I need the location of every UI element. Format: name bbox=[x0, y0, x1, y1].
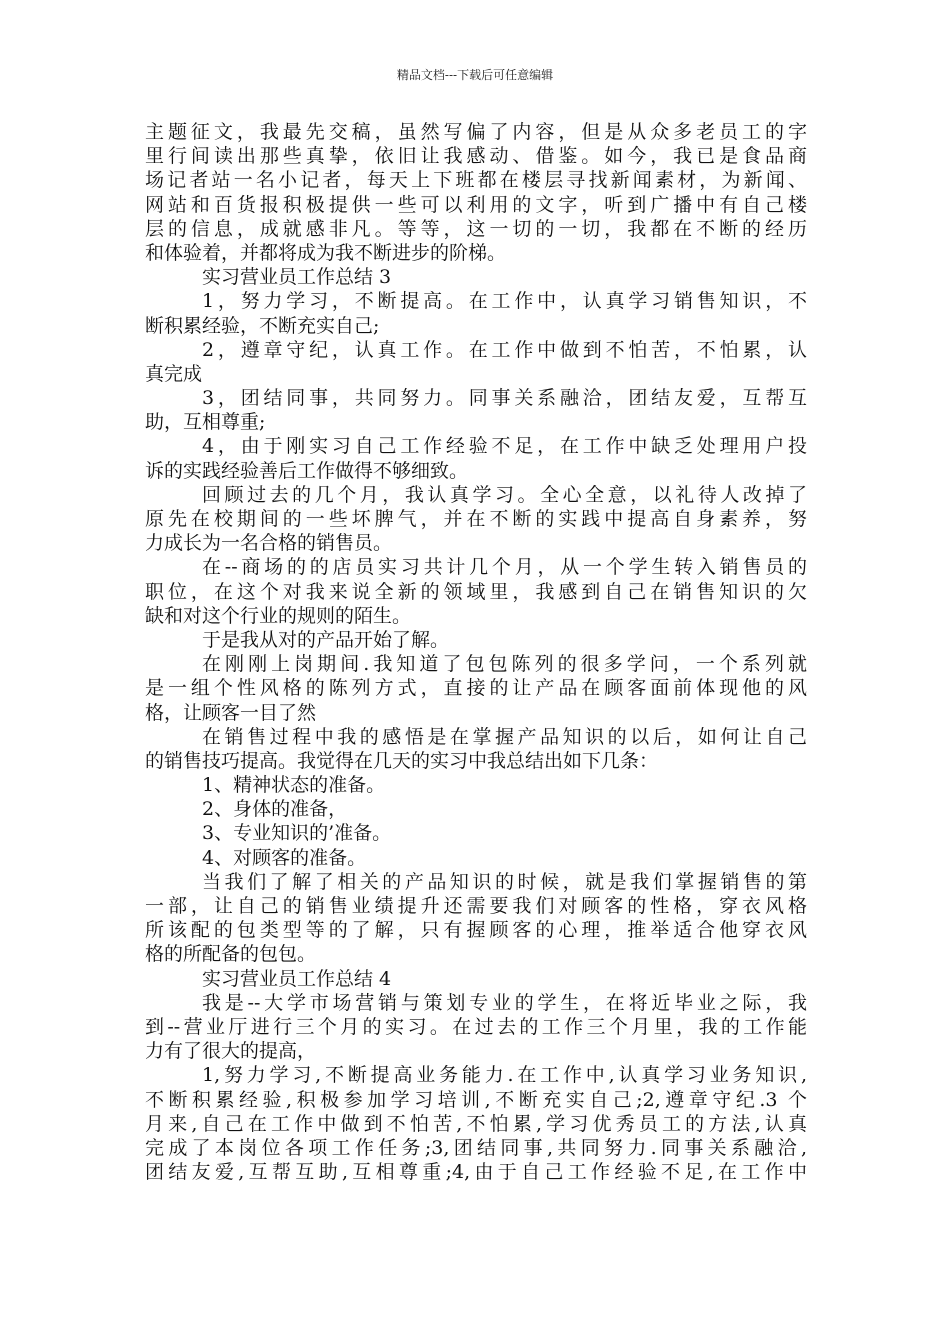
text-line: 在刚刚上岗期间.我知道了包包陈列的很多学问，一个系列就 bbox=[202, 653, 807, 676]
text-line: 断积累经验，不断充实自己; bbox=[145, 314, 380, 337]
page-header: 精品文档---下载后可任意编辑 bbox=[396, 68, 554, 82]
text-line: 助，互相尊重; bbox=[145, 411, 266, 434]
text-line: 不断积累经验,积极参加学习培训,不断充实自己;2,遵章守纪.3 个 bbox=[145, 1088, 807, 1111]
text-line: 里行间读出那些真挚，依旧让我感动、借鉴。如今，我已是食品商 bbox=[145, 145, 807, 168]
text-line: 1,努力学习,不断提高业务能力.在工作中,认真学习业务知识, bbox=[202, 1064, 807, 1087]
text-line: 的销售技巧提高。我觉得在几天的实习中我总结出如下几条： bbox=[145, 749, 659, 772]
text-line: 1，努力学习，不断提高。在工作中，认真学习销售知识，不 bbox=[202, 290, 807, 313]
text-line: 在销售过程中我的感悟是在掌握产品知识的以后，如何让自己 bbox=[202, 725, 807, 748]
text-line: 4、对顾客的准备。 bbox=[202, 846, 367, 869]
text-line: 所该配的包类型等的了解，只有握顾客的心理，推举适合他穿衣风 bbox=[145, 919, 807, 942]
text-line: 和体验着，并都将成为我不断进步的阶梯。 bbox=[145, 241, 507, 264]
text-line: 在--商场的的店员实习共计几个月，从一个学生转入销售员的 bbox=[202, 556, 807, 579]
text-line: 3、专业知识的’准备。 bbox=[202, 822, 392, 845]
text-line: 网站和百货报积极提供一些可以利用的文字，听到广播中有自己楼 bbox=[145, 193, 807, 216]
text-line: 是一组个性风格的陈列方式，直接的让产品在顾客面前体现他的风 bbox=[145, 677, 807, 700]
text-line: 原先在校期间的一些坏脾气，并在不断的实践中提高自身素养，努 bbox=[145, 508, 807, 530]
text-line: 4，由于刚实习自己工作经验不足，在工作中缺乏处理用户投 bbox=[202, 435, 807, 458]
text-line: 格，让顾客一目了然 bbox=[145, 701, 317, 724]
text-line: 实习营业员工作总结 3 bbox=[202, 266, 392, 289]
text-line: 2、身体的准备， bbox=[202, 798, 348, 821]
text-line: 3，团结同事，共同努力。同事关系融洽，团结友爱，互帮互 bbox=[202, 387, 807, 410]
document-body bbox=[145, 120, 807, 1184]
text-line: 团结友爱,互帮互助,互相尊重;4,由于自己工作经验不足,在工作中 bbox=[145, 1161, 807, 1184]
text-line: 缺和对这个行业的规则的陌生。 bbox=[145, 604, 412, 627]
text-line: 层的信息，成就感非凡。等等，这一切的一切，我都在不断的经历 bbox=[145, 217, 807, 240]
text-line: 一部，让自己的销售业绩提升还需要我们对顾客的性格，穿衣风格 bbox=[145, 895, 807, 917]
text-line: 诉的实践经验善后工作做得不够细致。 bbox=[145, 459, 469, 482]
text-line: 当我们了解了相关的产品知识的时候，就是我们掌握销售的第 bbox=[202, 870, 807, 893]
text-line: 职位，在这个对我来说全新的领域里，我感到自己在销售知识的欠 bbox=[145, 580, 807, 603]
text-line: 格的所配备的包包。 bbox=[145, 943, 317, 966]
text-line: 实习营业员工作总结 4 bbox=[202, 967, 392, 990]
text-line: 力有了很大的提高， bbox=[145, 1040, 317, 1063]
text-line: 2，遵章守纪，认真工作。在工作中做到不怕苦，不怕累，认 bbox=[202, 338, 807, 361]
text-line: 力成长为一名合格的销售员。 bbox=[145, 532, 393, 555]
text-line: 主题征文，我最先交稿，虽然写偏了内容，但是从众多老员工的字 bbox=[145, 121, 807, 143]
text-line: 月来,自己在工作中做到不怕苦,不怕累,学习优秀员工的方法,认真 bbox=[145, 1112, 807, 1135]
text-line: 到--营业厅进行三个月的实习。在过去的工作三个月里，我的工作能 bbox=[145, 1015, 807, 1038]
text-line: 完成了本岗位各项工作任务;3,团结同事,共同努力.同事关系融洽, bbox=[145, 1136, 807, 1159]
text-line: 1、精神状态的准备。 bbox=[202, 774, 386, 797]
text-line: 真完成 bbox=[145, 362, 203, 385]
text-line: 场记者站一名小记者，每天上下班都在楼层寻找新闻素材，为新闻、 bbox=[145, 169, 807, 192]
text-line: 回顾过去的几个月，我认真学习。全心全意，以礼待人改掉了 bbox=[202, 483, 807, 506]
text-line: 于是我从对的产品开始了解。 bbox=[202, 628, 450, 651]
text-line: 我是--大学市场营销与策划专业的学生，在将近毕业之际，我 bbox=[202, 991, 807, 1014]
